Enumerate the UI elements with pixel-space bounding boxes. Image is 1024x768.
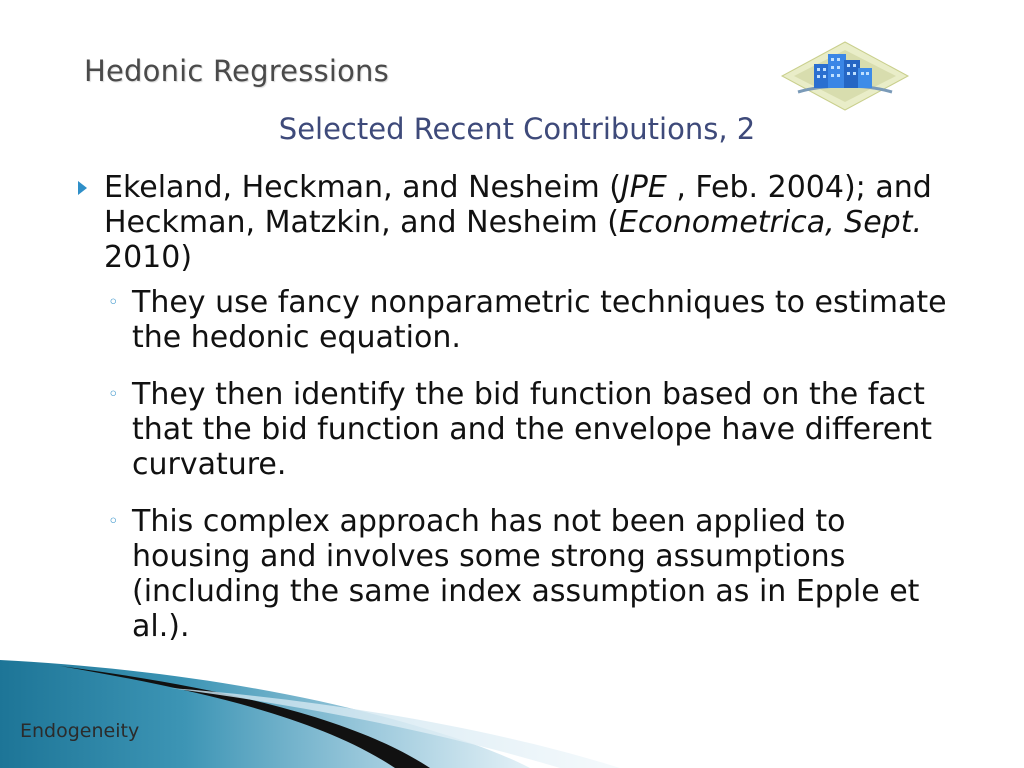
bullet-text: Ekeland, Heckman, and Nesheim (JPE , Feb. 2004); and Heckman, Matzkin, and Nesheim (Econometrica, Sept. 2010) (104, 170, 932, 275)
journal-name-econometrica: Econometrica, Sept. (618, 205, 922, 240)
sub-bullet-list (72, 285, 952, 644)
circle-bullet-icon: ◦ (108, 511, 119, 532)
circle-bullet-icon: ◦ (108, 384, 119, 405)
bullet-list (72, 170, 952, 666)
slide-title: Hedonic Regressions (84, 54, 389, 88)
circle-bullet-icon: ◦ (108, 292, 119, 313)
triangle-bullet-icon (78, 181, 87, 195)
journal-name-jpe: JPE (620, 170, 667, 205)
slide-subtitle: Selected Recent Contributions, 2 (278, 112, 756, 146)
sub-bullet-text: This complex approach has not been applied to housing and involves some strong assumptions (including the same index assumption as in Epple et al.). (132, 504, 920, 644)
sub-bullet-text: They use fancy nonparametric techniques to estimate the hedonic equation. (132, 285, 947, 355)
footer-label: Endogeneity (20, 720, 140, 742)
sub-bullet-item (108, 377, 952, 482)
sub-bullet-item (108, 285, 952, 355)
city-buildings-icon (780, 40, 910, 112)
sub-bullet-text: They then identify the bid function based on the fact that the bid function and the envelope have different curvature. (132, 377, 932, 482)
sub-bullet-item (108, 504, 952, 644)
bullet-item (72, 170, 952, 275)
